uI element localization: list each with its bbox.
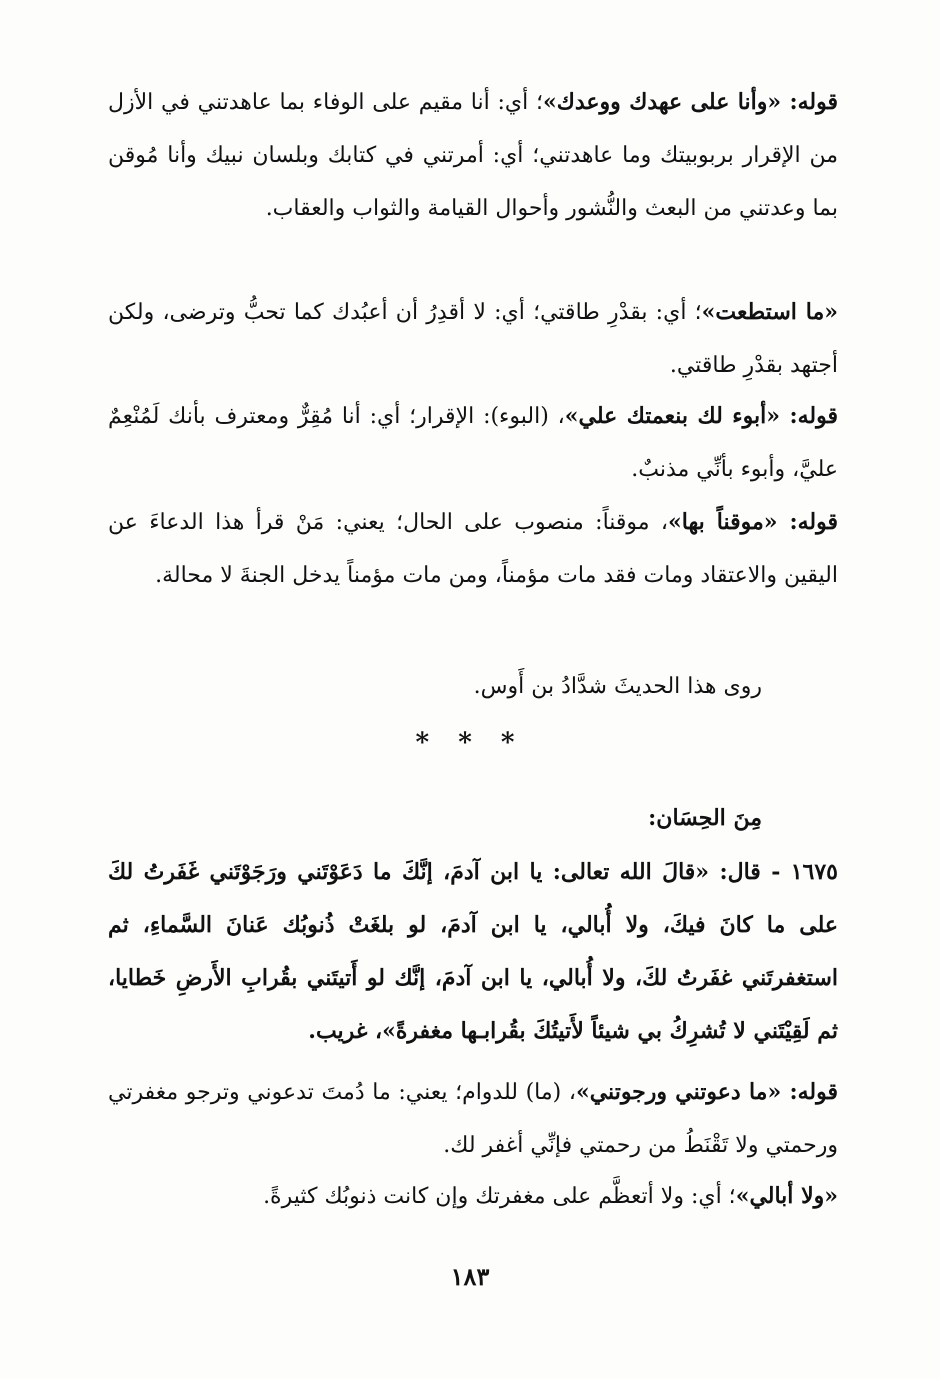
- narrator-line: روى هذا الحديثَ شدَّادُ بن أَوس.: [473, 674, 762, 699]
- paragraph-lead: قوله: «أبوء لك بنعمتك علي»: [564, 403, 838, 429]
- paragraph-commentary-ability: [108, 286, 838, 392]
- paragraph-text: ، (البوء): الإقرار؛ أي: أنا مُقِرٌّ ومعترف بأنك لَمُنْعِمٌ عليَّ، وأبوء بأنِّي مذنبٌ.: [108, 404, 838, 482]
- paragraph-commentary-acknowledge: [108, 390, 838, 496]
- paragraph-text: ، (ما) للدوام؛ يعني: ما دُمتَ تدعوني وترجو مغفرتي ورحمتي ولا تَقْنَطُ من رحمتي فإنِّي أغفر لك.: [108, 1080, 838, 1158]
- section-separator: * * *: [415, 728, 525, 758]
- page-number: ١٨٣: [450, 1262, 490, 1291]
- paragraph-commentary-calling: [108, 1066, 838, 1172]
- paragraph-text: ؛ أي: بقدْرِ طاقتي؛ أي: لا أقدِرُ أن أعبُدك كما تحبُّ وترضى، ولكن أجتهد بقدْرِ طاقتي.: [108, 300, 838, 378]
- paragraph-commentary-covenant: [108, 76, 838, 235]
- paragraph-lead: قوله: «ما دعوتني ورجوتني»: [575, 1079, 839, 1105]
- paragraph-text: ، موقناً: منصوب على الحال؛ يعني: مَنْ قرأ هذا الدعاءَ عن اليقين والاعتقاد ومات فقد مات مؤمناً، ومن مات مؤمناً يدخل الجنةَ لا محالة.: [108, 510, 838, 588]
- paragraph-text: ؛ أي: ولا أتعظَّم على مغفرتك وإن كانت ذنوبُك كثيرةً.: [263, 1184, 736, 1209]
- paragraph-lead: «ولا أبالي»: [735, 1183, 838, 1209]
- paragraph-commentary-certainty: [108, 496, 838, 602]
- paragraph-lead: «ما استطعت»: [701, 299, 839, 325]
- paragraph-lead: قوله: «موقناً بها»: [668, 509, 838, 535]
- paragraph-text: ؛ أي: أنا مقيم على الوفاء بما عاهدتني في الأزل من الإقرار بربوبيتك وما عاهدتني؛ أي: أمرتني في كتابك وبلسان نبيك وأنا مُوقن بما وعدتني من البعث والنُّشور وأحوال القيامة والثواب والعقاب.: [108, 90, 838, 221]
- hadith-text: ١٦٧٥ - قال: «قالَ الله تعالى: يا ابن آدمَ، إنَّكَ ما دَعَوْتَني ورَجَوْتَني غَفَرتُ لكَ على ما كانَ فيكَ، ولا أُبالي، يا ابن آدمَ، لو بلغَتْ ذُنوبُك عَنانَ السَّماءِ، ثم استغفرتَني غفَرتُ لكَ، ولا أُبالي، يا ابن آدمَ، إنَّك لو أَتيتَني بقُرابِ الأَرضِ خَطايا، ثم لَقِيْتَني لا تُشرِكُ بي شيئاً لأَتيتُكَ بقُرابـها مغفرةً»، غريب.: [108, 859, 838, 1044]
- paragraph-commentary-indifference: [108, 1170, 838, 1223]
- section-heading: مِنَ الحِسَان:: [648, 805, 762, 831]
- paragraph-lead: قوله: «وأنا على عهدك ووعدك»: [542, 89, 838, 115]
